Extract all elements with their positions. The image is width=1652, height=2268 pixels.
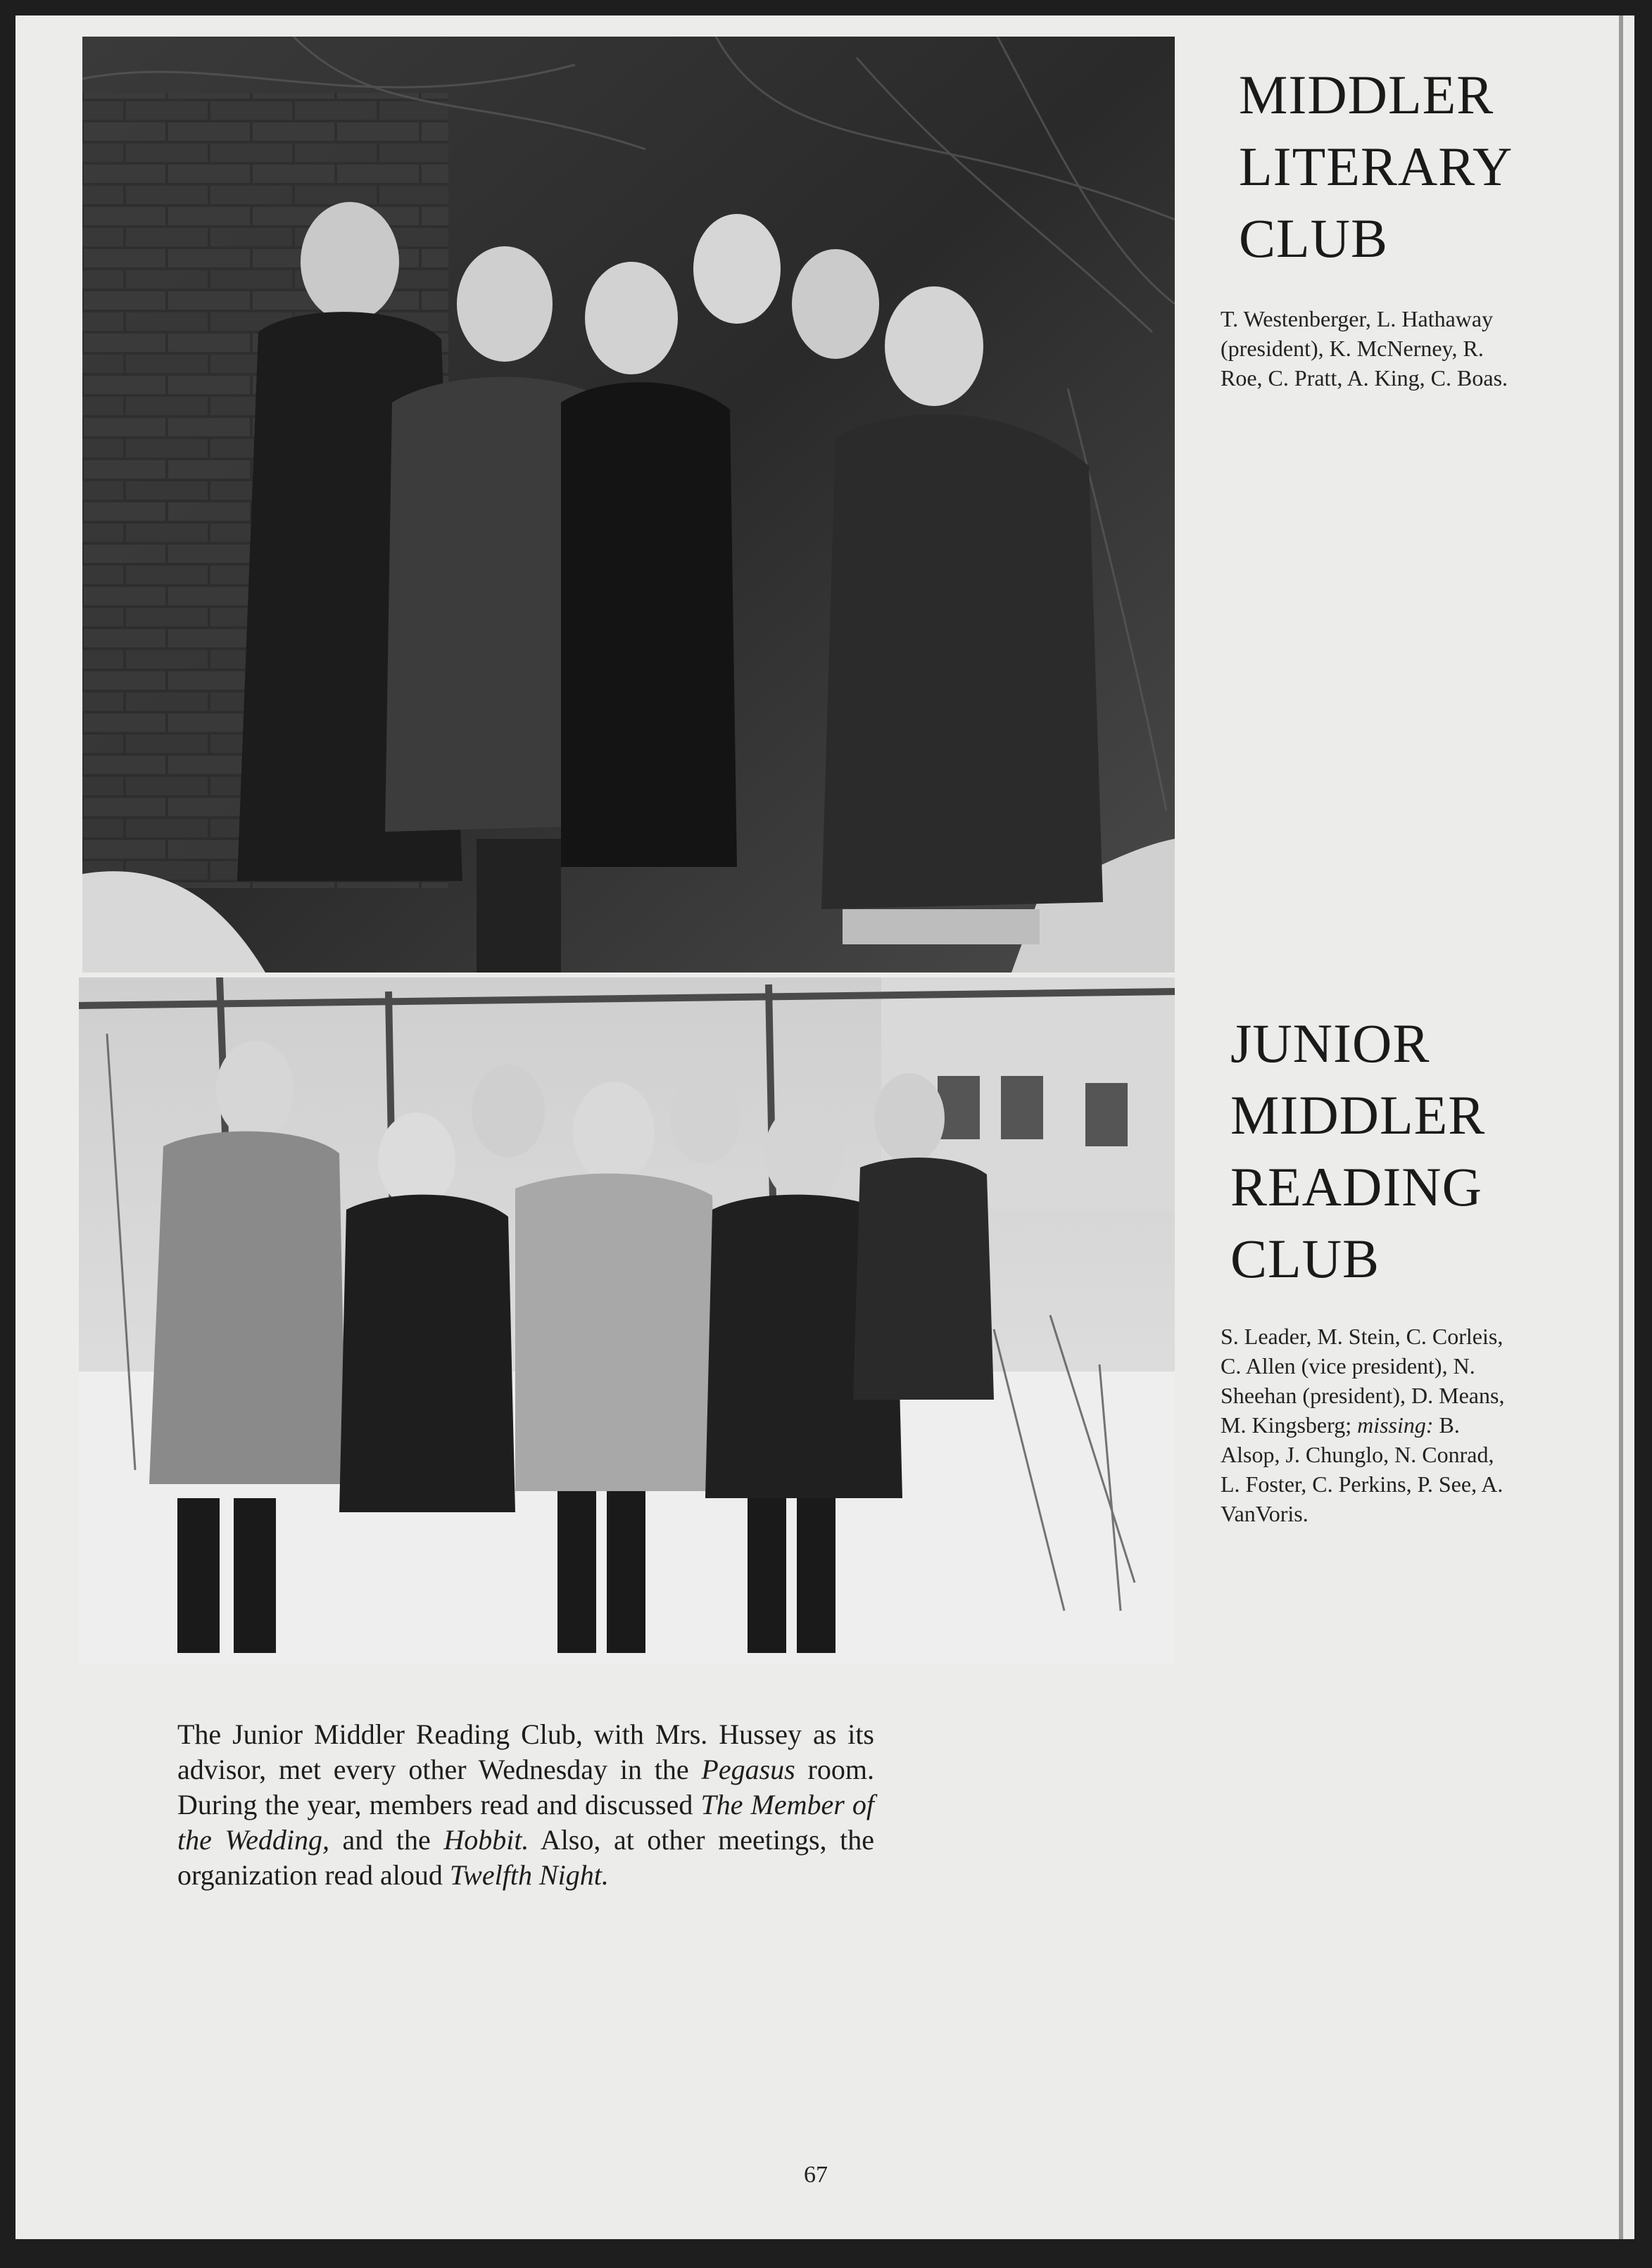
heading-line: CLUB (1230, 1228, 1380, 1289)
heading-line: MIDDLER (1230, 1084, 1486, 1146)
article-text: room. During the year, members read and discussed (177, 1754, 874, 1820)
article-text: and the (329, 1824, 444, 1856)
middler-literary-club-caption: T. Westenberger, L. Hathaway (president), K. McNerney, R. Roe, C. Pratt, A. King, C. Boas. (1221, 306, 1508, 391)
article-text: Also, at other meetings, the organization read aloud (177, 1824, 874, 1891)
page-edge-shadow (1619, 15, 1623, 2239)
heading-line: CLUB (1239, 208, 1389, 269)
middler-literary-club-photo (82, 37, 1175, 973)
junior-middler-reading-club-heading (1230, 1008, 1485, 1295)
heading-line: LITERARY (1239, 136, 1513, 197)
article-italic: Hobbit. (443, 1824, 529, 1856)
group-photo-brick-wall-icon (82, 37, 1175, 973)
heading-line: READING (1230, 1156, 1482, 1217)
article-text: The Junior Middler Reading Club, with Mrs. Hussey as its advisor, met every other Wednesday in the (177, 1718, 874, 1785)
group-photo-snow-icon (79, 977, 1175, 1665)
junior-middler-reading-club-photo (79, 977, 1175, 1665)
middler-literary-club-heading (1239, 59, 1513, 274)
heading-line: MIDDLER (1239, 64, 1494, 125)
junior-middler-reading-club-caption (1221, 1322, 1516, 1528)
paper-sheet (15, 15, 1634, 2239)
caption-text: S. Leader, M. Stein, C. Corleis, C. Allen (vice president), N. Sheehan (president), D. Means, M. Kingsberg; (1221, 1324, 1505, 1438)
article-italic: Pegasus (701, 1754, 795, 1785)
article-italic: Twelfth Night. (449, 1859, 609, 1891)
article-italic: The Member of the Wedding, (177, 1789, 874, 1856)
page-number: 67 (804, 2162, 828, 2188)
caption-text: B. Alsop, J. Chunglo, N. Conrad, L. Foster, C. Perkins, P. See, A. VanVoris. (1221, 1412, 1503, 1526)
heading-line: JUNIOR (1230, 1013, 1430, 1074)
article-paragraph (177, 1717, 874, 1893)
caption-missing-label: missing: (1357, 1412, 1434, 1438)
